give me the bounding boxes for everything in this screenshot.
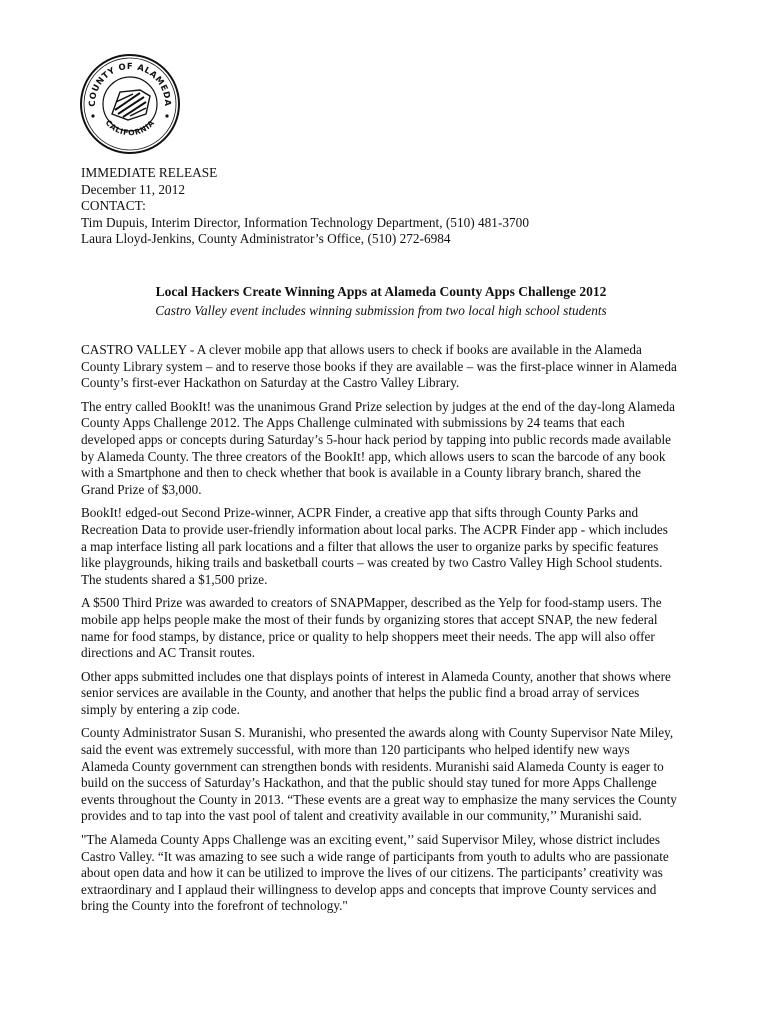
paragraph: A $500 Third Prize was awarded to creators of SNAPMapper, described as the Yelp for food-stamp users. The mobile app helps people make the most of their funds by organizing stores that accept SNAP, the new federal name for food stamps, by distance, price or quality to help shoppers meet their needs. The app will also offer directions and AC Transit routes. xyxy=(81,595,662,661)
paragraph: Other apps submitted includes one that displays points of interest in Alameda County, another that shows where senior services are available in the County, and another that helps the public find a broad array of services simply by entering a zip code. xyxy=(81,668,671,717)
contact-line-2: Laura Lloyd-Jenkins, County Administrator’s Office, (510) 272-6984 xyxy=(81,231,451,247)
contact-line-1: Tim Dupuis, Interim Director, Information Technology Department, (510) 481-3700 xyxy=(81,214,529,230)
contact-label: CONTACT: xyxy=(81,198,146,214)
seal-top-text: COUNTY OF ALAMEDA xyxy=(87,62,173,107)
seal-bottom-text: CALIFORNIA xyxy=(103,118,157,138)
paragraph: BookIt! edged-out Second Prize-winner, ACPR Finder, a creative app that sifts through County Parks and Recreation Data to provide user-friendly information about local parks. The ACPR Finder app - which includes a map interface listing all park locations and a filter that allows the user to organize parks by specific features like playgrounds, hiking trails and basketball courts – was created by two Castro Valley High School students. The students shared a $1,500 prize. xyxy=(81,505,668,587)
release-date: December 11, 2012 xyxy=(81,181,185,197)
paragraph: CASTRO VALLEY - A clever mobile app that allows users to check if books are available in the Alameda County Library system – and to reserve those books if they are available – was the first-place winner in Alameda County’s first-ever Hackathon on Saturday at the Castro Valley Library. xyxy=(81,342,677,391)
subheadline: Castro Valley event includes winning submission from two local high school students xyxy=(155,303,607,318)
release-header xyxy=(81,165,529,248)
paragraph: County Administrator Susan S. Muranishi, who presented the awards along with County Supervisor Nate Miley, said the event was extremely successful, with more than 120 participants who helped identify new ways Alameda County government can strengthen bonds with residents. Muranishi said Alameda County is eager to build on the success of Saturday’s Hackathon, and that the public should stay tuned for more Apps Challenge events throughout the County in 2013. “These events are a great way to emphasize the many services the County provides and to tap into the vast pool of talent and creativity available in our community,’’ Muranishi said. xyxy=(81,725,677,824)
article-body xyxy=(81,342,677,922)
county-seal-logo xyxy=(78,52,182,156)
headline: Local Hackers Create Winning Apps at Alameda County Apps Challenge 2012 xyxy=(155,284,607,299)
paragraph: The entry called BookIt! was the unanimous Grand Prize selection by judges at the end of the day-long Alameda County Apps Challenge 2012. The Apps Challenge culminated with submissions by 24 teams that each developed apps or concepts during Saturday’s 5-hour hack period by tapping into public records made available by Alameda County. The three creators of the BookIt! app, which allows users to scan the barcode of any book with a Smartphone and then to check whether that book is available in a County library branch, shared the Grand Prize of $3,000. xyxy=(81,398,675,497)
svg-text:CALIFORNIA xyxy=(104,118,157,137)
paragraph: "The Alameda County Apps Challenge was an exciting event,’’ said Supervisor Miley, whose district includes Castro Valley. “It was amazing to see such a wide range of participants from youth to adults who are passionate about open data and how it can be utilized to improve the lives of our citizens. The participants’ creativity was extraordinary and I applaud their willingness to develop apps and concepts that improve County services and bring the County into the forefront of technology." xyxy=(81,832,669,914)
seal-emblem xyxy=(112,90,150,120)
release-type: IMMEDIATE RELEASE xyxy=(81,165,218,180)
